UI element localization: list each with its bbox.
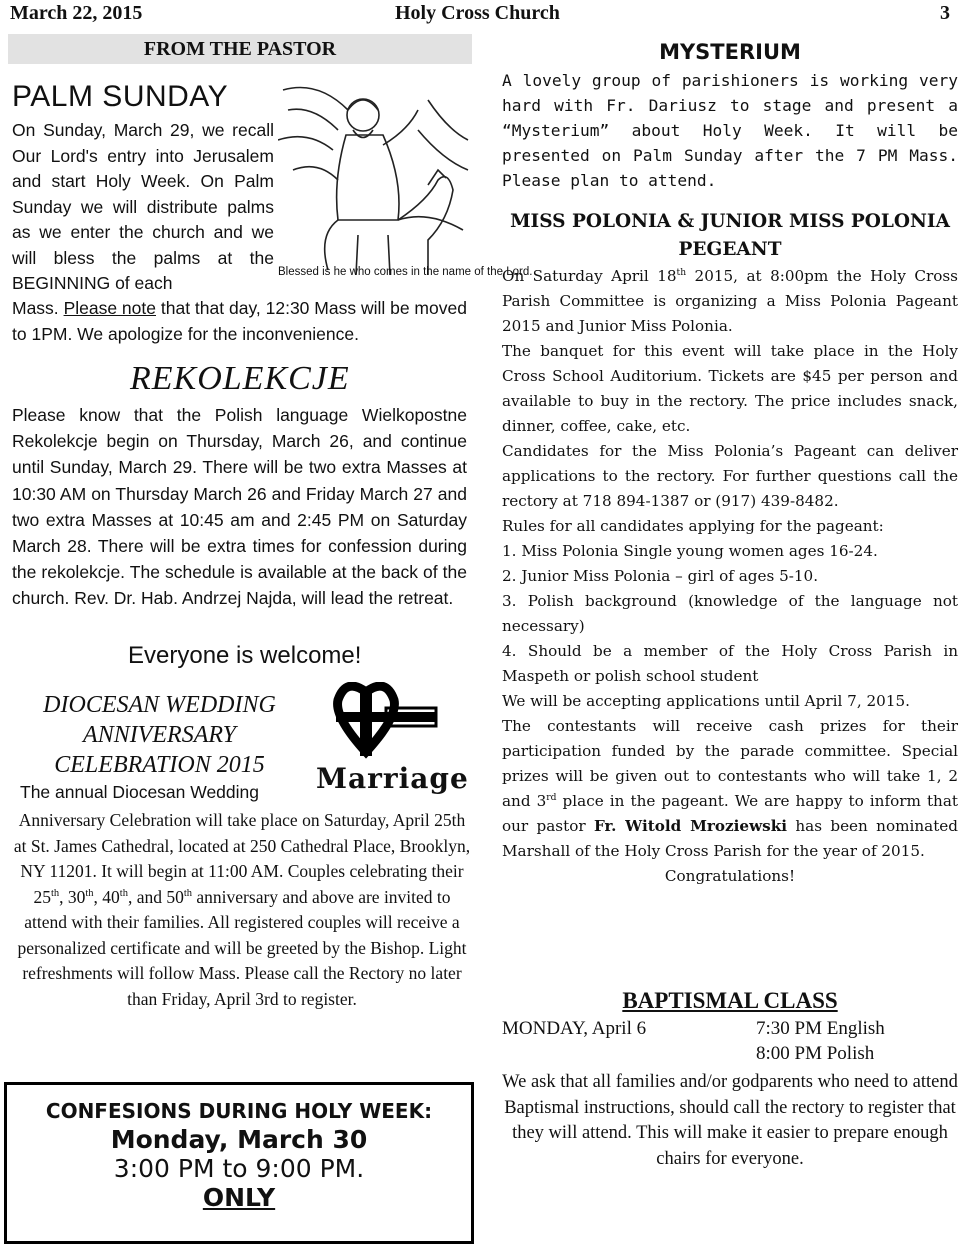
confessions-only: ONLY <box>202 1183 276 1212</box>
diocesan-text <box>12 808 472 1012</box>
baptismal-time-polish: 8:00 PM Polish <box>756 1043 875 1064</box>
mysterium-text: A lovely group of parishioners is working very hard with Fr. Dariusz to stage and present a “Mysterium” about Holy Week. It will be presented on Palm Sunday after the 7 PM Mass. Please plan to attend. <box>502 71 958 190</box>
baptismal-class-title: BAPTISMAL CLASS <box>622 988 838 1013</box>
header-church: Holy Cross Church <box>395 2 560 24</box>
rekolekcje-title: REKOLEKCJE <box>130 360 350 397</box>
diocesan-title-line-3: CELEBRATION 2015 <box>54 752 265 778</box>
sup-rd: rd <box>546 792 557 803</box>
diocesan-text-a: Anniversary Celebration will take place on Saturday, April 25th at St. James Cathedral, located at 250 Cathedral Place, Brooklyn, NY 11201. It will begin at 11:00 AM. Couples celebrating their 25 <box>13 810 471 907</box>
rule-3: 3. Polish background (knowledge of the language not necessary) <box>502 592 958 635</box>
baptismal-schedule-row-1 <box>502 1018 958 1040</box>
page-header <box>0 0 960 26</box>
confessions-box <box>4 1082 474 1244</box>
confessions-time: 3:00 PM to 9:00 PM. <box>113 1154 365 1183</box>
baptismal-day: MONDAY, April 6 <box>502 1018 647 1039</box>
palm-text-rest: that that day, 12:30 Mass will be moved to 1PM. We apologize for the inconvenience. <box>12 298 467 344</box>
diocesan-text-c: , 40 <box>93 886 120 907</box>
palm-sunday-title: PALM SUNDAY <box>12 80 229 113</box>
miss-polonia-title <box>500 208 960 264</box>
heart-cross-icon <box>316 682 472 762</box>
p5-b: place in the pageant. We are happy to inform that our pastor <box>502 792 958 835</box>
palm-sunday-text: On Sunday, March 29, we recall Our Lord's entry into Jerusalem and start Holy Week. On Palm Sunday we will distribute palms as we enter the church and we will bless the palms at the BEGINNING of each <box>12 120 274 293</box>
diocesan-text-e: anniversary and above are invited to attend with their families. All registered couples will receive a personalized certificate and will be greeted by the Bishop. Light refreshments will follow Mass. Please call the Rectory no later than Friday, April 3rd to register. <box>17 886 467 1009</box>
pastor-name: Fr. Witold Mroziewski <box>593 817 788 835</box>
sup-th-1: th <box>50 887 60 899</box>
rules-intro: Rules for all candidates applying for the pageant: <box>502 517 884 535</box>
p1-start: On Saturday April 18 <box>502 267 677 285</box>
diocesan-text-b: , 30 <box>59 886 86 907</box>
palm-text-please-note: Please note <box>63 298 156 318</box>
rule-2: 2. Junior Miss Polonia – girl of ages 5-10. <box>502 567 819 585</box>
miss-polonia-p2: The banquet for this event will take place in the Holy Cross School Auditorium. Tickets are $45 per person and available to buy in the rectory. The price includes snack, dinner, coffee, cake, etc. <box>502 342 958 435</box>
pastor-section-banner: FROM THE PASTOR <box>8 34 472 64</box>
p1-end: 2015, at 8:00pm the Holy Cross Parish Committee is organizing a Miss Polonia Pageant 2015 and Junior Miss Polonia. <box>502 267 958 335</box>
sup-th-4: th <box>183 887 193 899</box>
sup-th-3: th <box>119 887 128 899</box>
sup-th: th <box>676 267 687 278</box>
baptismal-text: We ask that all families and/or godparents who need to attend Baptismal instructions, should call the rectory to register that they will attend. This will make it easier to prepare enough chairs for everyone. <box>502 1072 958 1169</box>
illustration-caption: Blessed is he who comes in the name of the Lord. <box>278 266 533 278</box>
jesus-on-donkey-illustration <box>278 70 472 280</box>
mysterium-title: MYSTERIUM <box>659 40 801 64</box>
confessions-heading: CONFESIONS DURING HOLY WEEK: <box>45 1099 433 1123</box>
miss-polonia-text <box>502 264 958 889</box>
rule-1: 1. Miss Polonia Single young women ages 16-24. <box>502 542 878 560</box>
miss-polonia-p1 <box>502 264 958 339</box>
confessions-date: Monday, March 30 <box>110 1125 368 1154</box>
header-page-number: 3 <box>940 2 950 24</box>
palm-text-mass: Mass. <box>12 298 59 318</box>
miss-polonia-p5 <box>502 714 958 864</box>
miss-polonia-p3: Candidates for the Miss Polonia’s Pageant can deliver applications to the rectory. For further questions call the rectory at 718 894-1387 or (917) 439-8482. <box>502 442 958 510</box>
header-date: March 22, 2015 <box>10 2 143 24</box>
miss-polonia-title-line-2: PEGEANT <box>678 239 782 260</box>
sup-th-2: th <box>85 887 94 899</box>
diocesan-title-line-2: ANNIVERSARY <box>83 722 236 748</box>
diocesan-title-line-1: DIOCESAN WEDDING <box>43 692 276 718</box>
p5-a: The contestants will receive cash prizes for their participation funded by the parade committee. Special prizes will be given out to contestants who will take 1, 2 and 3 <box>502 717 958 810</box>
miss-polonia-title-line-1: MISS POLONIA & JUNIOR MISS POLONIA <box>510 211 950 232</box>
everyone-welcome: Everyone is welcome! <box>128 642 362 669</box>
rule-4: 4. Should be a member of the Holy Cross Parish in Maspeth or polish school student <box>502 642 958 685</box>
diocesan-text-first-line: The annual Diocesan Wedding <box>20 782 260 802</box>
diocesan-wedding-title <box>12 690 307 780</box>
marriage-logo-text: Marriage <box>316 762 469 795</box>
palm-sunday-text-continued <box>12 296 468 347</box>
p5-c: has been nominated Marshall of the Holy Cross Parish for the year of 2015. <box>502 817 959 860</box>
rekolekcje-text: Please know that the Polish language Wielkopostne Rekolekcje begin on Thursday, March 26, and continue until Sunday, March 29. There will be two extra Masses at 10:30 AM on Thursday March 26 and Friday March 27 and two extra Masses at 10:45 am and 2:45 PM on Saturday March 28. There will be extra times for confession during the rekolekcje. The schedule is available at the back of the church. Rev. Dr. Hab. Andrzej Najda, will lead the retreat. <box>12 405 467 609</box>
baptismal-time-english: 7:30 PM English <box>756 1018 885 1039</box>
marriage-logo <box>316 682 472 795</box>
diocesan-text-d: , and 50 <box>127 886 184 907</box>
congratulations: Congratulations! <box>664 867 796 885</box>
miss-polonia-p4: We will be accepting applications until April 7, 2015. <box>502 692 910 710</box>
